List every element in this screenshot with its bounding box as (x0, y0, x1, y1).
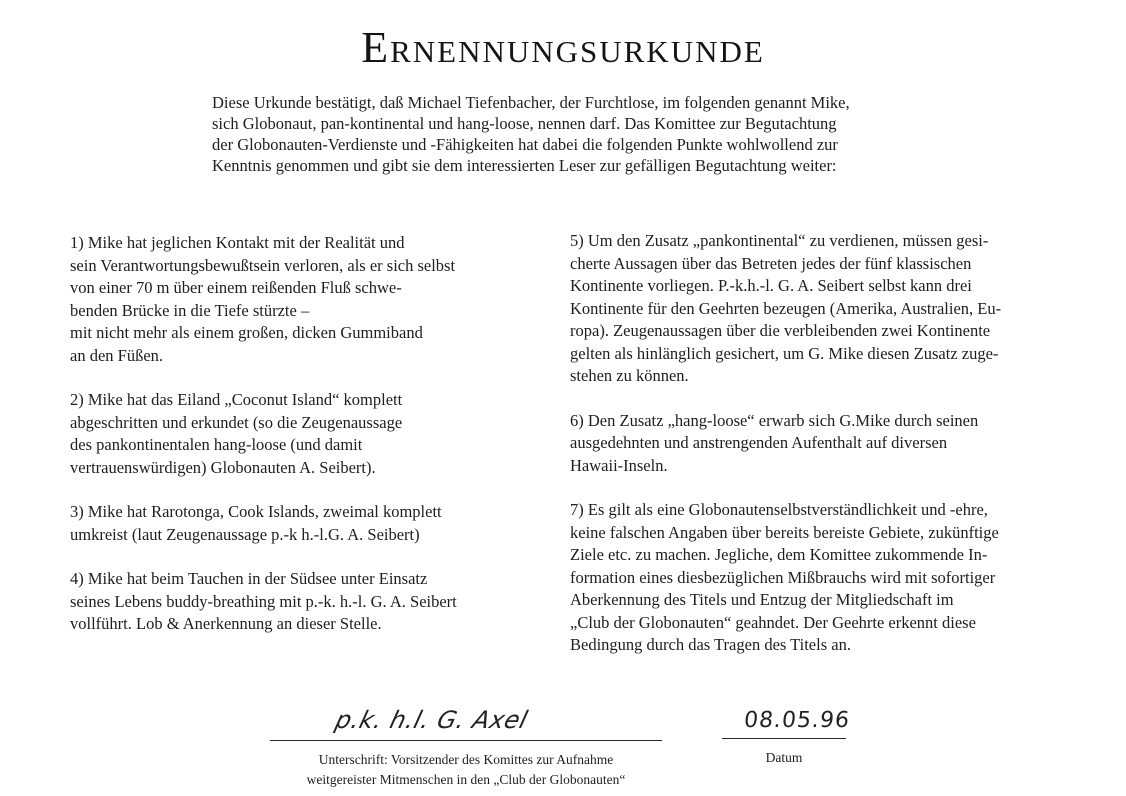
handwritten-signature: p.k. h.l. G. Axel (332, 706, 531, 734)
intro-line: der Globonauten-Verdienste und -Fähigkeiten hat dabei die folgenden Punkte wohlwollend zur (212, 135, 838, 154)
point-line: 7) Es gilt als eine Globonautenselbstverständlichkeit und -ehre, (570, 500, 988, 519)
point-line: von einer 70 m über einem reißenden Fluß schwe- (70, 278, 402, 297)
point-line: Bedingung durch das Tragen des Titels an. (570, 635, 851, 654)
point-line: mit nicht mehr als einem großen, dicken Gummiband (70, 323, 423, 342)
point-line: Aberkennung des Titels und Entzug der Mitgliedschaft im (570, 590, 954, 609)
point-line: Kontinente für den Geehrten bezeugen (Amerika, Australien, Eu- (570, 298, 1002, 318)
point-line: an den Füßen. (70, 345, 164, 365)
document-title: Ernennungsurkunde (361, 23, 765, 72)
point-line: Kontinente vorliegen. P.-k.h.-l. G. A. Seibert selbst kann drei (570, 276, 972, 295)
point-line: benden Brücke in die Tiefe stürzte – (70, 300, 310, 320)
point-line: 2) Mike hat das Eiland „Coconut Island“ komplett (70, 390, 403, 409)
intro-line: Kenntnis genommen und gibt sie dem interessierten Leser zur gefälligen Begutachtung weiter: (212, 156, 837, 175)
point-line: formation eines diesbezüglichen Mißbrauchs wird mit sofortiger (570, 567, 996, 587)
point-3 (70, 501, 530, 546)
point-5 (570, 230, 1060, 388)
point-line: 1) Mike hat jeglichen Kontakt mit der Realität und (70, 233, 405, 252)
date-line (722, 738, 846, 739)
point-line: ausgedehnten und anstrengenden Aufenthalt auf diversen (570, 433, 948, 452)
point-line: 4) Mike hat beim Tauchen in der Südsee unter Einsatz (70, 569, 428, 588)
point-1 (70, 232, 530, 367)
signature-line (270, 740, 662, 741)
point-4 (70, 568, 530, 636)
point-line: Hawaii-Inseln. (570, 455, 668, 475)
point-line: ropa). Zeugenaussagen über die verbleibenden zwei Kontinente (570, 321, 991, 340)
right-column (570, 230, 1060, 679)
point-line: „Club der Globonauten“ geahndet. Der Geehrte erkennt diese (570, 612, 976, 632)
intro-line: sich Globonaut, pan-kontinental und hang-loose, nennen darf. Das Komittee zur Begutachtung (212, 114, 837, 133)
date-caption: Datum (765, 750, 803, 765)
left-column (70, 232, 530, 658)
point-line: 6) Den Zusatz „hang-loose“ erwarb sich G.Mike durch seinen (570, 410, 979, 430)
point-line: keine falschen Angaben über bereits bereiste Gebiete, zukünftige (570, 522, 999, 542)
signature-caption-line: weitgereister Mitmenschen in den „Club der Globonauten“ (306, 772, 626, 787)
point-6 (570, 410, 1060, 478)
point-line: Ziele etc. zu machen. Jegliche, dem Komittee zukommende In- (570, 545, 988, 564)
point-line: des pankontinentalen hang-loose (und damit (70, 435, 363, 454)
point-line: umkreist (laut Zeugenaussage p.-k h.-l.G. A. Seibert) (70, 524, 420, 544)
intro-line: Diese Urkunde bestätigt, daß Michael Tiefenbacher, der Furchtlose, im folgenden genannt Mike, (212, 93, 850, 112)
point-2 (70, 389, 530, 479)
signature-caption-line: Unterschrift: Vorsitzender des Komittes zur Aufnahme (318, 752, 614, 767)
signature-caption (270, 750, 662, 790)
point-line: 5) Um den Zusatz „pankontinental“ zu verdienen, müssen gesi- (570, 231, 989, 250)
point-line: cherte Aussagen über das Betreten jedes der fünf klassischen (570, 253, 972, 273)
point-line: vertrauenswürdigen) Globonauten A. Seibert). (70, 457, 376, 477)
point-7 (570, 499, 1060, 657)
point-line: vollführt. Lob & Anerkennung an dieser Stelle. (70, 614, 382, 633)
point-line: gelten als hinlänglich gesichert, um G. Mike diesen Zusatz zuge- (570, 343, 999, 363)
intro-paragraph (212, 92, 932, 176)
point-line: sein Verantwortungsbewußtsein verloren, als er sich selbst (70, 255, 456, 275)
point-line: 3) Mike hat Rarotonga, Cook Islands, zweimal komplett (70, 502, 442, 521)
point-line: abgeschritten und erkundet (so die Zeugenaussage (70, 412, 403, 432)
point-line: stehen zu können. (570, 366, 689, 385)
point-line: seines Lebens buddy-breathing mit p.-k. h.-l. G. A. Seibert (70, 591, 457, 611)
handwritten-date: 08.05.96 (742, 708, 852, 733)
